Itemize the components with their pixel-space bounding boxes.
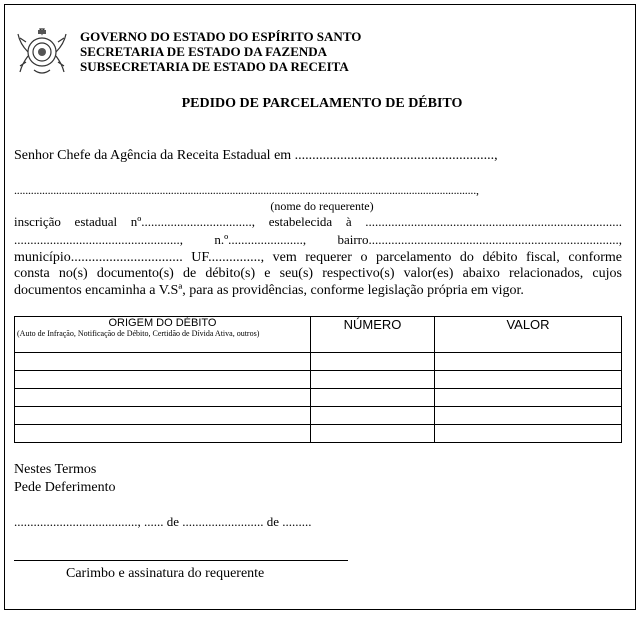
signature-line[interactable] <box>14 560 348 561</box>
number-column-header: NÚMERO <box>311 317 435 353</box>
origin-cell[interactable] <box>15 371 311 389</box>
closing-request: Pede Deferimento <box>14 480 116 495</box>
header-secretariat: SECRETARIA DE ESTADO DA FAZENDA <box>80 44 328 59</box>
origin-column-header <box>15 317 311 353</box>
header-subsecretariat: SUBSECRETARIA DE ESTADO DA RECEITA <box>80 59 349 74</box>
closing-terms: Nestes Termos <box>14 462 97 477</box>
salutation-line[interactable]: Senhor Chefe da Agência da Receita Estadual em ........................................................., <box>14 148 498 163</box>
value-cell[interactable] <box>435 425 622 443</box>
signature-label: Carimbo e assinatura do requerente <box>66 566 265 581</box>
statement-line-2: documentos encaminha a V.Sª, para as providências, conforme legislação própria em vigor. <box>14 283 524 298</box>
table-row[interactable] <box>15 407 622 425</box>
value-column-header: VALOR <box>435 317 622 353</box>
origin-cell[interactable] <box>15 425 311 443</box>
origin-cell[interactable] <box>15 353 311 371</box>
date-place-field[interactable]: ......................................, ...... de ......................... de ......... <box>14 514 312 529</box>
origin-cell[interactable] <box>15 407 311 425</box>
origin-header-subtitle: (Auto de Infração, Notificação de Débito, Certidão de Dívida Ativa, outros) <box>17 329 260 338</box>
table-row[interactable] <box>15 389 622 407</box>
origin-header-label: ORIGEM DO DÉBITO <box>108 317 217 329</box>
table-header-row <box>15 317 622 353</box>
number-cell[interactable] <box>311 353 435 371</box>
state-registration-line[interactable]: inscrição estadual nº.................................., estabelecida à ............................................................................... <box>14 214 622 229</box>
requester-name-label: (nome do requerente) <box>270 199 374 213</box>
value-cell[interactable] <box>435 407 622 425</box>
table-row[interactable] <box>15 371 622 389</box>
number-cell[interactable] <box>311 407 435 425</box>
municipality-line[interactable]: município................................ UF..............., vem requerer o parcelamento do débito fiscal, conforme <box>14 250 622 265</box>
value-cell[interactable] <box>435 353 622 371</box>
number-cell[interactable] <box>311 389 435 407</box>
coat-of-arms-icon <box>14 26 70 78</box>
statement-line-1: consta no(s) documento(s) de débito(s) e seu(s) respectivo(s) valor(es) abaixo relacionados, cujos <box>14 266 622 281</box>
table-row[interactable] <box>15 425 622 443</box>
address-number-district-line[interactable]: ..................................................., n.º......................., bairro............................................................................., <box>14 232 622 247</box>
requester-name-field[interactable]: ....................................................................................................................................................................., <box>14 183 479 197</box>
number-cell[interactable] <box>311 425 435 443</box>
value-cell[interactable] <box>435 389 622 407</box>
debit-table <box>14 316 622 443</box>
origin-cell[interactable] <box>15 389 311 407</box>
page-title: PEDIDO DE PARCELAMENTO DE DÉBITO <box>181 96 463 111</box>
number-cell[interactable] <box>311 371 435 389</box>
header-government: GOVERNO DO ESTADO DO ESPÍRITO SANTO <box>80 29 362 44</box>
value-cell[interactable] <box>435 371 622 389</box>
table-row[interactable] <box>15 353 622 371</box>
